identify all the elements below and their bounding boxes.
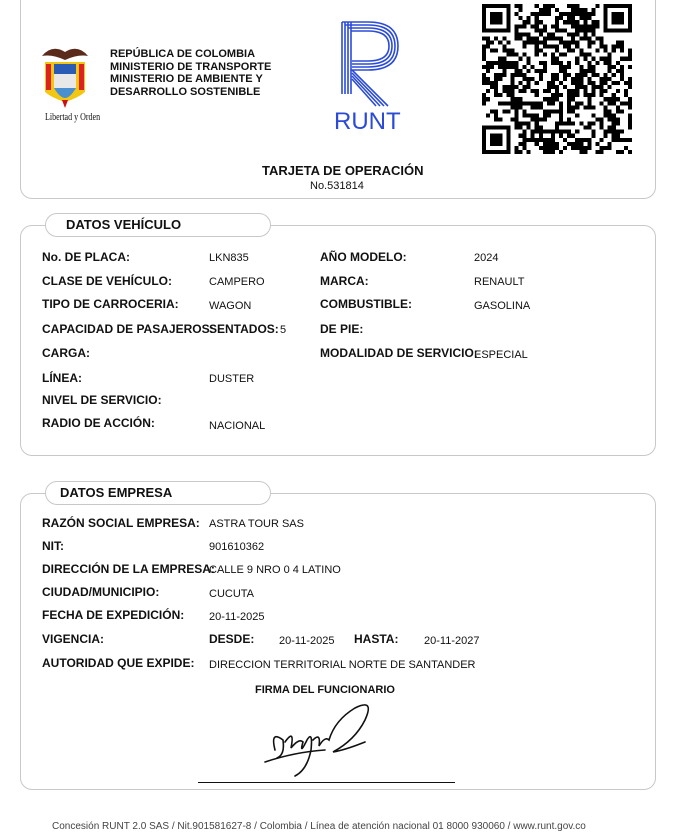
marca-label: MARCA: [320,274,369,288]
autoridad-value: DIRECCION TERRITORIAL NORTE DE SANTANDER [209,659,476,671]
footer-text: Concesión RUNT 2.0 SAS / Nit.901581627-8 / Colombia / Línea de atención nacional 01 8000 930060 / www.runt.gov.co [52,821,586,832]
autoridad-label: AUTORIDAD QUE EXPIDE: [42,656,195,670]
sentados-label: SENTADOS: [209,322,279,336]
vigencia-label: VIGENCIA: [42,632,105,646]
gov-line: DESARROLLO SOSTENIBLE [110,85,261,98]
carroceria-value: WAGON [209,300,252,312]
desde-value: 20-11-2025 [279,635,335,647]
coat-of-arms-icon [40,42,90,110]
hasta-value: 20-11-2027 [424,635,480,647]
hasta-label: HASTA: [354,632,399,646]
razon-value: ASTRA TOUR SAS [209,518,304,530]
nit-label: NIT: [42,539,64,553]
fecha-label: FECHA DE EXPEDICIÓN: [42,608,185,622]
radio-label: RADIO DE ACCIÓN: [42,416,155,430]
direccion-value: CALLE 9 NRO 0 4 LATINO [209,564,341,576]
linea-label: LÍNEA: [42,371,82,385]
fecha-value: 20-11-2025 [209,611,265,623]
signature-line [198,782,455,783]
gov-line: MINISTERIO DE TRANSPORTE [110,60,272,73]
razon-label: RAZÓN SOCIAL EMPRESA: [42,516,200,530]
placa-label: No. DE PLACA: [42,250,130,264]
depie-label: DE PIE: [320,322,364,336]
capacidad-label: CAPACIDAD DE PASAJEROS: [42,322,214,336]
gov-line: MINISTERIO DE AMBIENTE Y [110,73,263,85]
firma-label: FIRMA DEL FUNCIONARIO [255,684,395,696]
coat-motto: Libertad y Orden [45,112,101,123]
signature-icon [255,700,385,780]
ciudad-value: CUCUTA [209,588,255,600]
runt-logo-icon [340,20,402,110]
clase-value: CAMPERO [209,276,265,288]
radio-value: NACIONAL [209,420,266,432]
clase-label: CLASE DE VEHÍCULO: [42,274,173,288]
combustible-label: COMBUSTIBLE: [320,297,412,311]
linea-value: DUSTER [209,373,255,385]
modalidad-value: ESPECIAL [474,349,528,361]
carga-label: CARGA: [42,346,90,360]
company-section-title: DATOS EMPRESA [45,481,271,505]
direccion-label: DIRECCIÓN DE LA EMPRESA: [42,562,215,576]
qr-code [482,4,632,154]
nit-value: 901610362 [209,541,265,553]
marca-value: RENAULT [474,276,525,288]
gov-line: REPÚBLICA DE COLOMBIA [110,48,256,60]
ciudad-label: CIUDAD/MUNICIPIO: [42,585,160,599]
carroceria-label: TIPO DE CARROCERIA: [42,297,179,311]
runt-logo-text: RUNT [334,108,401,135]
nivel-label: NIVEL DE SERVICIO: [42,393,162,407]
modalidad-label: MODALIDAD DE SERVICIO: [320,346,478,360]
document-title: TARJETA DE OPERACIÓN [262,163,424,178]
modelo-label: AÑO MODELO: [320,250,407,264]
desde-label: DESDE: [209,632,255,646]
vehicle-section-title: DATOS VEHÍCULO [45,213,271,237]
sentados-value: 5 [280,324,287,336]
document-number: No.531814 [310,180,364,192]
modelo-value: 2024 [474,252,499,264]
combustible-value: GASOLINA [474,300,531,312]
placa-value: LKN835 [209,252,249,264]
